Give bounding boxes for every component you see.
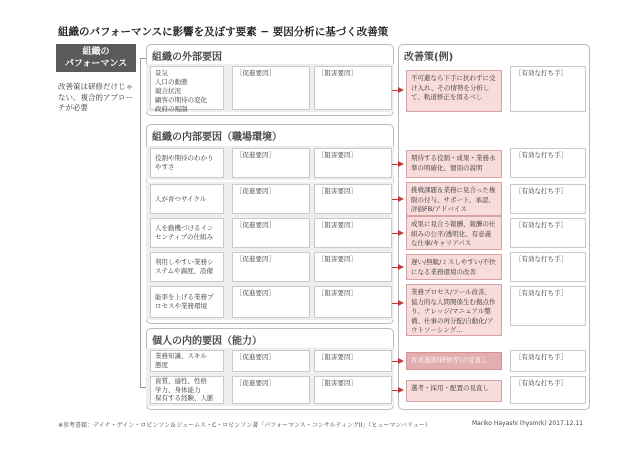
effective-measure-2: ［有効な打ち手］ xyxy=(510,148,586,178)
internal-inhibit-5: ［阻害要因］ xyxy=(314,286,392,318)
effective-measure-4: ［有効な打ち手］ xyxy=(510,218,586,248)
individual-factor-1: 業務知識、スキル 態度 xyxy=(150,350,224,372)
improvement-item-2: 期待する役割・成果・業務水準の明確化、個別の説明 xyxy=(406,150,502,178)
effective-measure-5: ［有効な打ち手］ xyxy=(510,252,586,282)
external-factor-list: 景気 人口の動態 競合状況 顧客の期待の変化 政府の規制 xyxy=(150,66,224,110)
reference-note: ※参考書籍：デイナ・ゲイン・ロビンソン＆ジェームス・C・ロビンソン著「パフォーマンス・コンサルティングII」（ヒューマンバリュー） xyxy=(58,422,431,429)
effective-measure-3: ［有効な打ち手］ xyxy=(510,184,586,214)
performance-note: 改善策は研修だけじゃない。複合的アプローチが必要 xyxy=(58,82,133,112)
internal-factor-5: 能率を上げる業務プロセスや業務環境 xyxy=(150,286,224,318)
internal-promote-3: ［促進要因］ xyxy=(232,218,310,248)
individual-inhibit-1: ［阻害要因］ xyxy=(314,350,392,372)
internal-promote-4: ［促進要因］ xyxy=(232,252,310,282)
arrowhead xyxy=(398,264,404,270)
internal-inhibit-4: ［阻害要因］ xyxy=(314,252,392,282)
external-promote-cell: ［促進要因］ xyxy=(232,66,310,110)
internal-factors-title: 組織の内部要因（職場環境） xyxy=(152,132,282,143)
individual-promote-1: ［促進要因］ xyxy=(232,350,310,372)
internal-promote-2: ［促進要因］ xyxy=(232,184,310,214)
improvement-item-8: 選考・採用・配置の見直し xyxy=(406,380,502,402)
internal-factor-4: 利用しやすい業務システムや調度、設備 xyxy=(150,252,224,282)
arrowhead xyxy=(398,387,404,393)
internal-factor-3: 人を動機づけるインセンティブの仕組み xyxy=(150,218,224,248)
performance-badge xyxy=(56,44,136,72)
improvement-item-3: 挑戦課題＆業務に見合った権限の付与、サポート、承認、評価FB/アドバイス xyxy=(406,182,502,216)
arrowhead xyxy=(398,300,404,306)
improvement-item-7: 育成施策(研修等)の見直し xyxy=(406,352,502,370)
external-inhibit-cell: ［阻害要因］ xyxy=(314,66,392,110)
internal-inhibit-3: ［阻害要因］ xyxy=(314,218,392,248)
performance-label-line1: 組織の xyxy=(82,47,110,57)
improvement-item-4: 成果に見合う報酬、報酬の仕組みの公平/透明化、有意義な仕事/キャリアパス xyxy=(406,216,502,250)
internal-promote-1: ［促進要因］ xyxy=(232,148,310,178)
effective-measure-8: ［有効な打ち手］ xyxy=(510,376,586,404)
author-credit: Mariko Hayashi (hysmrk) 2017.12.11 xyxy=(472,420,583,427)
internal-factor-1: 役割や期待のわかりやすさ xyxy=(150,148,224,178)
improvement-item-1: 不可避なら下手に抗わずに受け入れ、その情勢を分析して、軌道修正を図るべし xyxy=(406,70,502,112)
individual-inhibit-2: ［阻害要因］ xyxy=(314,376,392,404)
individual-factors-title: 個人の内的要因（能力） xyxy=(152,336,262,347)
arrowhead xyxy=(398,196,404,202)
internal-promote-5: ［促進要因］ xyxy=(232,286,310,318)
effective-measure-6: ［有効な打ち手］ xyxy=(510,286,586,326)
internal-inhibit-1: ［阻害要因］ xyxy=(314,148,392,178)
individual-promote-2: ［促進要因］ xyxy=(232,376,310,404)
arrowhead xyxy=(398,87,404,93)
external-factors-title: 組織の外部要因 xyxy=(152,52,222,63)
effective-measure-1: ［有効な打ち手］ xyxy=(510,66,586,112)
arrowhead xyxy=(398,161,404,167)
improvement-item-6: 業務プロセス/ツール改善、協力的な人間関係生む拠点作り、ナレッジ/マニュアル整備、仕事の再分配/自動化/アウトソーシング… xyxy=(406,284,502,336)
page-title: 組織のパフォーマンスに影響を及ぼす要素 − 要因分析に基づく改善策 xyxy=(58,26,389,38)
performance-label-line2: パフォーマンス xyxy=(64,59,128,69)
arrowhead xyxy=(398,230,404,236)
effective-measure-7: ［有効な打ち手］ xyxy=(510,350,586,372)
internal-factor-2: 人が育つサイクル xyxy=(150,184,224,214)
improvement-item-5: 遅い/無駄/ミスしやすい/不快になる業務環境の改善 xyxy=(406,254,502,280)
individual-factor-2: 資質、適性、性格 学力、身体能力 保有する経験、人脈 xyxy=(150,376,224,404)
arrowhead xyxy=(398,358,404,364)
improvements-title: 改善策(例) xyxy=(404,52,454,63)
internal-inhibit-2: ［阻害要因］ xyxy=(314,184,392,214)
